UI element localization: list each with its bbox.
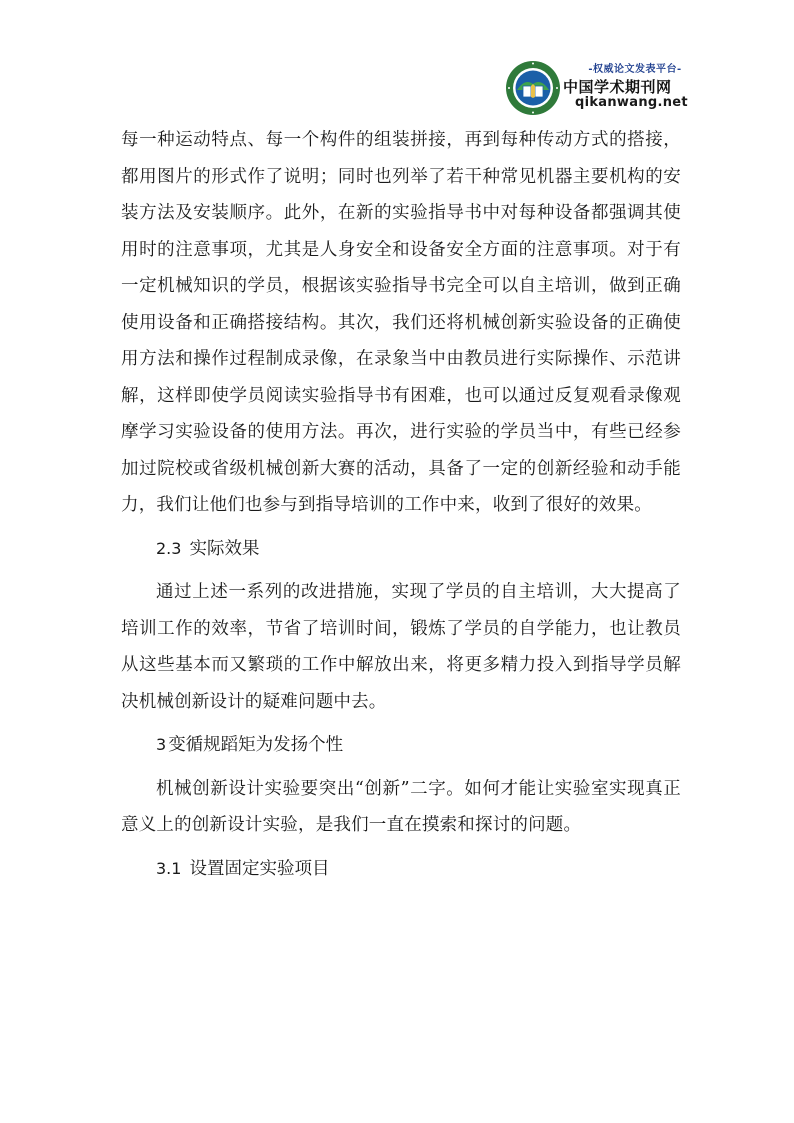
section-title: 变循规蹈矩为发扬个性 [168,735,344,755]
body-paragraph-2: 通过上述一系列的改进措施，实现了学员的自主培训，大大提高了培训工作的效率，节省了培训时间，锻炼了学员的自学能力，也让教员从这些基本而又繁琐的工作中解放出来，将更多精力投入到指导学员解决机械创新设计的疑难问题中去。 [121,582,681,712]
site-logo[interactable] [505,58,705,118]
body-paragraph-3: 机械创新设计实验要突出“创新”二字。如何才能让实验室实现真正意义上的创新设计实验，是我们一直在摸索和探讨的问题。 [121,778,681,835]
section-title: 设置固定实验项目 [189,858,330,879]
section-heading-3 [121,727,681,764]
section-heading-2-3 [121,531,681,568]
section-number: 2.3 [156,538,182,558]
article-body [121,122,681,887]
logo-site-name: 中国学术期刊网 [563,78,672,96]
logo-tagline: -权威论文发表平台- [588,64,682,75]
section-number: 3.1 [156,858,182,878]
section-heading-3-1 [121,851,681,888]
logo-site-url: qikanwang.net [575,95,688,110]
section-number: 3 [156,735,167,754]
section-title: 实际效果 [189,538,260,559]
body-paragraph-1: 每一种运动特点、每一个构件的组装拼接，再到每种传动方式的搭接，都用图片的形式作了说明；同时也列举了若干种常见机器主要机构的安装方法及安装顺序。此外，在新的实验指导书中对每种设备都强调其使用时的注意事项，尤其是人身安全和设备安全方面的注意事项。对于有一定机械知识的学员，根据该实验指导书完全可以自主培训，做到正确使用设备和正确搭接结构。其次，我们还将机械创新实验设备的正确使用方法和操作过程制成录像，在录象当中由教员进行实际操作、示范讲解，这样即使学员阅读实验指导书有困难，也可以通过反复观看录像观摩学习实验设备的使用方法。再次，进行实验的学员当中，有些已经参加过院校或省级机械创新大赛的活动，具备了一定的创新经验和动手能力，我们让他们也参与到指导培训的工作中来，收到了很好的效果。 [121,130,681,515]
seal-emblem-icon [505,60,561,116]
